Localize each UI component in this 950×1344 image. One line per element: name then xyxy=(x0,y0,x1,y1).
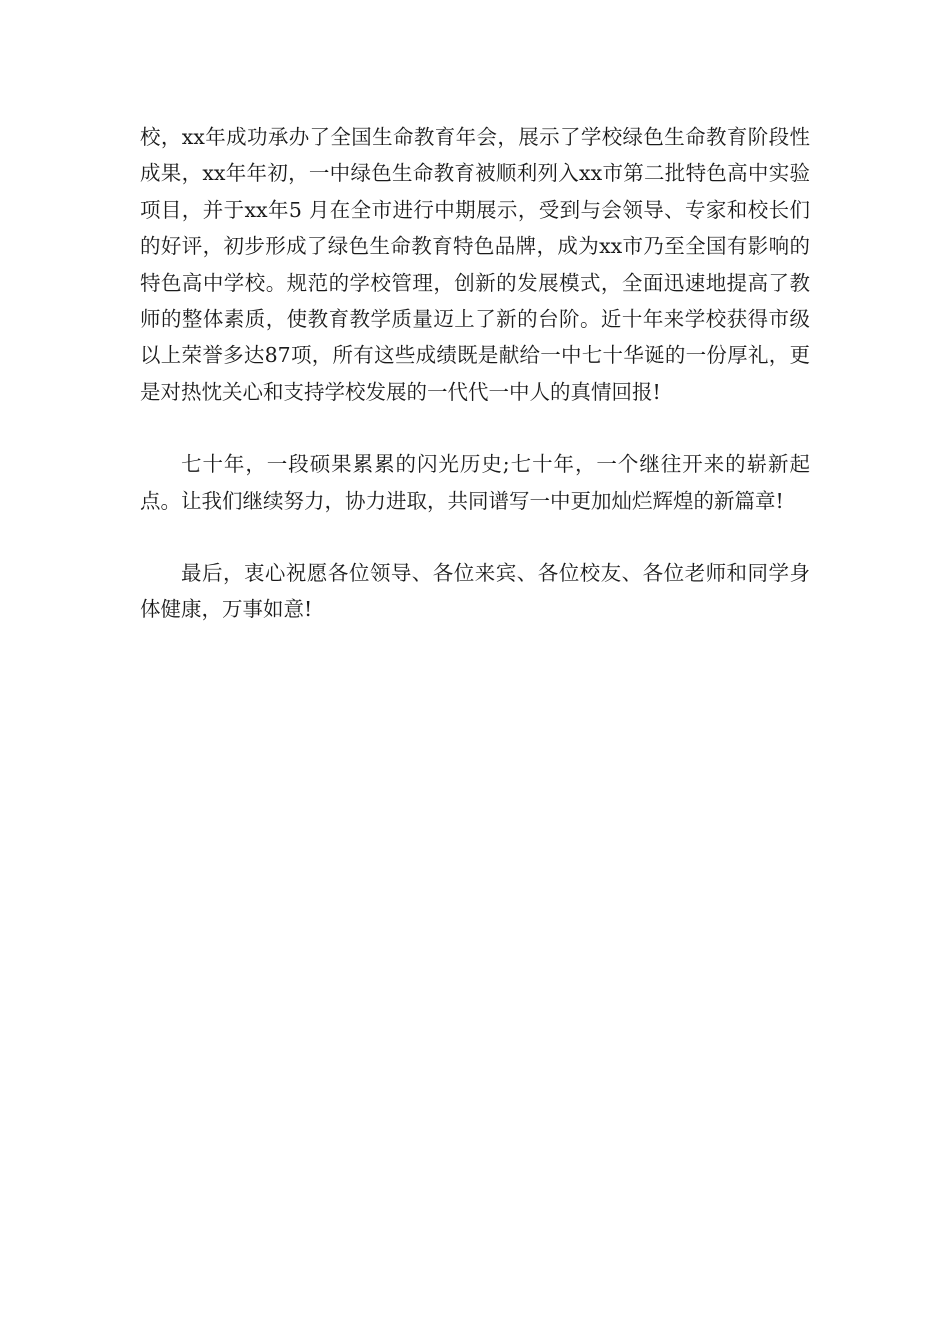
paragraph-spacer xyxy=(140,410,810,446)
paragraph-closing-wishes: 最后，衷心祝愿各位领导、各位来宾、各位校友、各位老师和同学身体健康，万事如意! xyxy=(140,561,810,622)
paragraph-achievements: 校，xx年成功承办了全国生命教育年会，展示了学校绿色生命教育阶段性成果，xx年年初，一中绿色生命教育被顺利列入xx市第二批特色高中实验项目，并于xx年5 月在全市进行中期展示，受到与会领导、专家和校长们的好评，初步形成了绿色生命教育特色品牌，成为xx市乃至全国有影响的特色高中学校。规范的学校管理，创新的发展模式，全面迅速地提高了教师的整体素质，使教育教学质量迈上了新的台阶。近十年来学校获得市级以上荣誉多达87项，所有这些成绩既是献给一中七十华诞的一份厚礼，更是对热忱关心和支持学校发展的一代代一中人的真情回报! xyxy=(140,125,810,404)
document-body xyxy=(140,119,810,628)
paragraph-spacer xyxy=(140,519,810,555)
paragraph-seventy-years: 七十年，一段硕果累累的闪光历史;七十年，一个继往开来的崭新起点。让我们继续努力，协力进取，共同谱写一中更加灿烂辉煌的新篇章! xyxy=(140,452,810,513)
